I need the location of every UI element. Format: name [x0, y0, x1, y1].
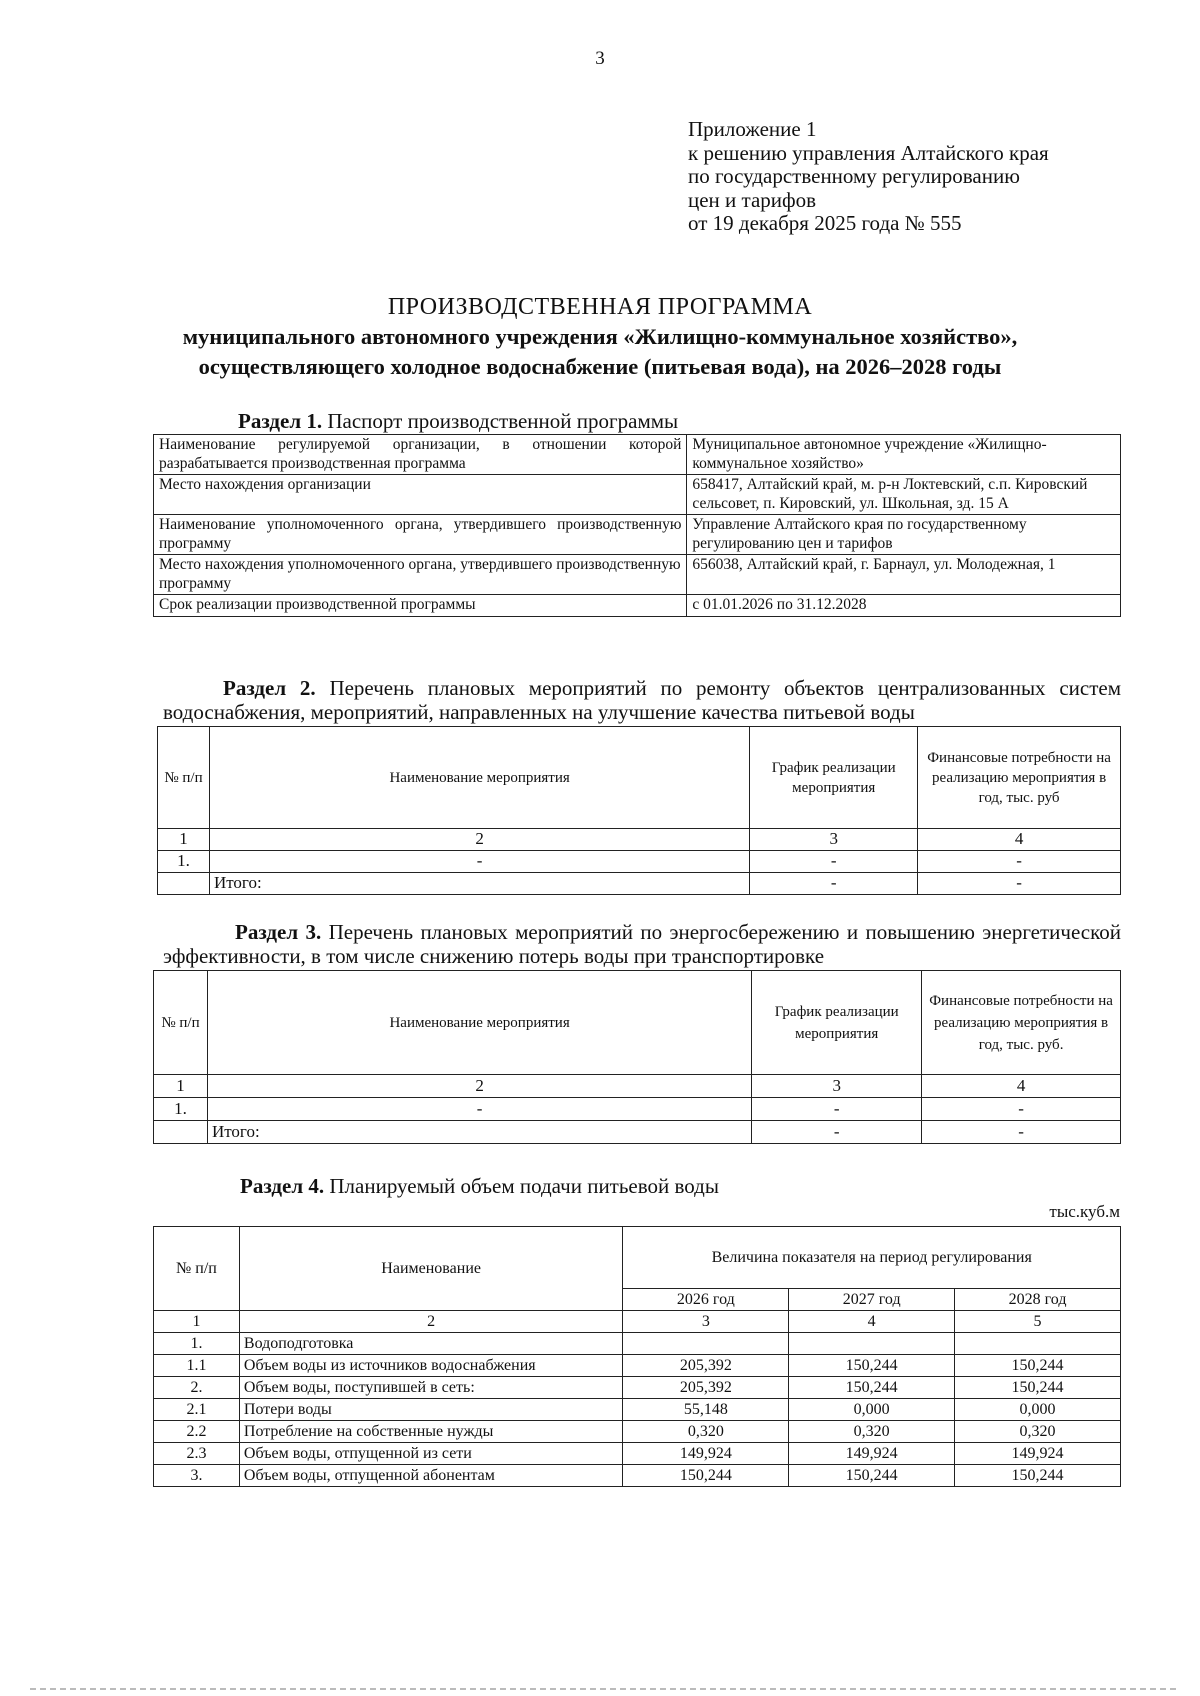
section4-text: Планируемый объем подачи питьевой воды — [324, 1174, 719, 1198]
row-number: 2.3 — [154, 1443, 240, 1465]
cell: - — [918, 851, 1121, 873]
col-number: 2 — [207, 1075, 751, 1098]
row-name: Объем воды, отпущенной из сети — [239, 1443, 623, 1465]
row-value: 150,244 — [789, 1355, 955, 1377]
header-year: 2027 год — [789, 1289, 955, 1311]
row-value: 149,924 — [955, 1443, 1121, 1465]
passport-name: Место нахождения уполномоченного органа, утвердившего производственную программу — [154, 555, 687, 595]
appendix-line: Приложение 1 — [688, 117, 817, 141]
header-num: № п/п — [154, 971, 208, 1075]
col-number: 2 — [209, 829, 749, 851]
passport-name: Наименование регулируемой организации, в отношении которой разрабатывается производственная программа — [154, 435, 687, 475]
table-row — [154, 1355, 1121, 1377]
cell: - — [752, 1121, 922, 1144]
row-name: Объем воды, отпущенной абонентам — [239, 1465, 623, 1487]
table-header-row — [158, 727, 1121, 829]
table-row — [154, 1377, 1121, 1399]
row-value — [789, 1333, 955, 1355]
section3-heading — [163, 920, 1121, 968]
document-title — [80, 292, 1120, 382]
col-number: 4 — [918, 829, 1121, 851]
table-row — [154, 515, 1121, 555]
cell: - — [918, 873, 1121, 895]
scan-artifact-line — [30, 1688, 1180, 1690]
header-finance: Финансовые потребности на реализацию мероприятия в год, тыс. руб — [918, 727, 1121, 829]
header-name: Наименование — [239, 1227, 623, 1311]
appendix-line: от 19 декабря 2025 года № 555 — [688, 211, 962, 235]
passport-name: Наименование уполномоченного органа, утвердившего производственную программу — [154, 515, 687, 555]
table-row — [154, 435, 1121, 475]
cell: - — [750, 873, 918, 895]
row-number: 3. — [154, 1465, 240, 1487]
col-number: 3 — [750, 829, 918, 851]
row-value: 0,320 — [955, 1421, 1121, 1443]
section3-label: Раздел 3. — [235, 920, 322, 944]
col-number: 1 — [158, 829, 210, 851]
total-label: Итого: — [207, 1121, 751, 1144]
col-number: 4 — [922, 1075, 1121, 1098]
row-value: 149,924 — [623, 1443, 789, 1465]
table-row — [158, 851, 1121, 873]
row-value: 150,244 — [955, 1465, 1121, 1487]
row-number: 1. — [154, 1333, 240, 1355]
header-name: Наименование мероприятия — [207, 971, 751, 1075]
cell: - — [750, 851, 918, 873]
section4-table — [153, 1226, 1121, 1487]
col-number: 1 — [154, 1311, 240, 1333]
table-row — [158, 829, 1121, 851]
row-name: Объем воды, поступившей в сеть: — [239, 1377, 623, 1399]
header-num: № п/п — [158, 727, 210, 829]
table-row — [158, 873, 1121, 895]
header-schedule: График реализации мероприятия — [750, 727, 918, 829]
col-number: 3 — [623, 1311, 789, 1333]
passport-value: 656038, Алтайский край, г. Барнаул, ул. Молодежная, 1 — [687, 555, 1121, 595]
appendix-block — [688, 118, 1049, 236]
header-schedule: График реализации мероприятия — [752, 971, 922, 1075]
row-value: 150,244 — [789, 1377, 955, 1399]
cell: - — [207, 1098, 751, 1121]
row-value: 0,320 — [623, 1421, 789, 1443]
row-value — [623, 1333, 789, 1355]
table-row — [154, 1075, 1121, 1098]
table-row — [154, 1465, 1121, 1487]
row-value — [955, 1333, 1121, 1355]
cell — [158, 873, 210, 895]
col-number: 5 — [955, 1311, 1121, 1333]
row-value: 150,244 — [955, 1377, 1121, 1399]
passport-name: Срок реализации производственной программы — [154, 595, 687, 617]
row-value: 205,392 — [623, 1377, 789, 1399]
passport-value: Управление Алтайского края по государственному регулированию цен и тарифов — [687, 515, 1121, 555]
passport-value: 658417, Алтайский край, м. р-н Локтевский, с.п. Кировский сельсовет, п. Кировский, ул. Школьная, зд. 15 А — [687, 475, 1121, 515]
total-label: Итого: — [209, 873, 749, 895]
section1-label: Раздел 1. — [238, 409, 323, 433]
row-value: 0,000 — [955, 1399, 1121, 1421]
header-num: № п/п — [154, 1227, 240, 1311]
appendix-line: цен и тарифов — [688, 187, 817, 212]
cell: - — [922, 1121, 1121, 1144]
passport-value: с 01.01.2026 по 31.12.2028 — [687, 595, 1121, 617]
page-number: 3 — [595, 48, 605, 69]
section4-label: Раздел 4. — [240, 1174, 325, 1198]
title-line-2: муниципального автономного учреждения «Жилищно-коммунальное хозяйство», — [182, 324, 1018, 349]
table-row — [154, 1121, 1121, 1144]
table-header-row — [154, 1227, 1121, 1289]
table-row — [154, 1443, 1121, 1465]
table-row — [154, 1098, 1121, 1121]
row-value: 0,000 — [789, 1399, 955, 1421]
section4-heading — [240, 1174, 719, 1199]
header-finance: Финансовые потребности на реализацию мероприятия в год, тыс. руб. — [922, 971, 1121, 1075]
row-name: Водоподготовка — [239, 1333, 623, 1355]
section1-text: Паспорт производственной программы — [322, 409, 679, 433]
appendix-line: к решению управления Алтайского края — [688, 140, 1049, 165]
row-value: 205,392 — [623, 1355, 789, 1377]
row-value: 150,244 — [623, 1465, 789, 1487]
section2-label: Раздел 2. — [223, 676, 316, 700]
passport-value: Муниципальное автономное учреждение «Жилищно-коммунальное хозяйство» — [687, 435, 1121, 475]
header-year: 2026 год — [623, 1289, 789, 1311]
appendix-line: по государственному регулированию — [688, 164, 1020, 188]
table-row — [154, 555, 1121, 595]
row-value: 0,320 — [789, 1421, 955, 1443]
col-number: 1 — [154, 1075, 208, 1098]
cell: - — [209, 851, 749, 873]
header-year: 2028 год — [955, 1289, 1121, 1311]
row-number: 2. — [154, 1377, 240, 1399]
section3-table — [153, 970, 1121, 1144]
unit-label: тыс.куб.м — [1049, 1202, 1120, 1221]
title-line-3: осуществляющего холодное водоснабжение (питьевая вода), на 2026–2028 годы — [198, 354, 1002, 379]
row-value: 149,924 — [789, 1443, 955, 1465]
row-name: Потребление на собственные нужды — [239, 1421, 623, 1443]
table-row — [154, 1399, 1121, 1421]
cell: - — [752, 1098, 922, 1121]
table-row — [154, 595, 1121, 617]
row-name: Объем воды из источников водоснабжения — [239, 1355, 623, 1377]
cell: 1. — [158, 851, 210, 873]
col-number: 2 — [239, 1311, 623, 1333]
section1-heading — [238, 409, 678, 434]
row-number: 1.1 — [154, 1355, 240, 1377]
header-name: Наименование мероприятия — [209, 727, 749, 829]
header-period: Величина показателя на период регулирования — [623, 1227, 1121, 1289]
col-number: 4 — [789, 1311, 955, 1333]
cell: - — [922, 1098, 1121, 1121]
section2-heading — [163, 676, 1121, 724]
table-header-row — [154, 971, 1121, 1075]
table-row — [154, 1421, 1121, 1443]
passport-name: Место нахождения организации — [154, 475, 687, 515]
row-name: Потери воды — [239, 1399, 623, 1421]
cell: 1. — [154, 1098, 208, 1121]
title-main: ПРОИЗВОДСТВЕННАЯ ПРОГРАММА — [387, 294, 813, 320]
row-value: 150,244 — [789, 1465, 955, 1487]
table-row — [154, 475, 1121, 515]
row-number: 2.2 — [154, 1421, 240, 1443]
cell — [154, 1121, 208, 1144]
section2-text: Перечень плановых мероприятий по ремонту объектов централизованных систем водоснабжения, мероприятий, направленных на улучшение качества питьевой воды — [163, 676, 1121, 724]
row-number: 2.1 — [154, 1399, 240, 1421]
table-row — [154, 1311, 1121, 1333]
col-number: 3 — [752, 1075, 922, 1098]
table-row — [154, 1333, 1121, 1355]
passport-table — [153, 434, 1121, 617]
section2-table — [157, 726, 1121, 895]
row-value: 55,148 — [623, 1399, 789, 1421]
row-value: 150,244 — [955, 1355, 1121, 1377]
section3-text: Перечень плановых мероприятий по энергосбережению и повышению энергетической эффективности, в том числе снижению потерь воды при транспортировке — [163, 920, 1121, 968]
